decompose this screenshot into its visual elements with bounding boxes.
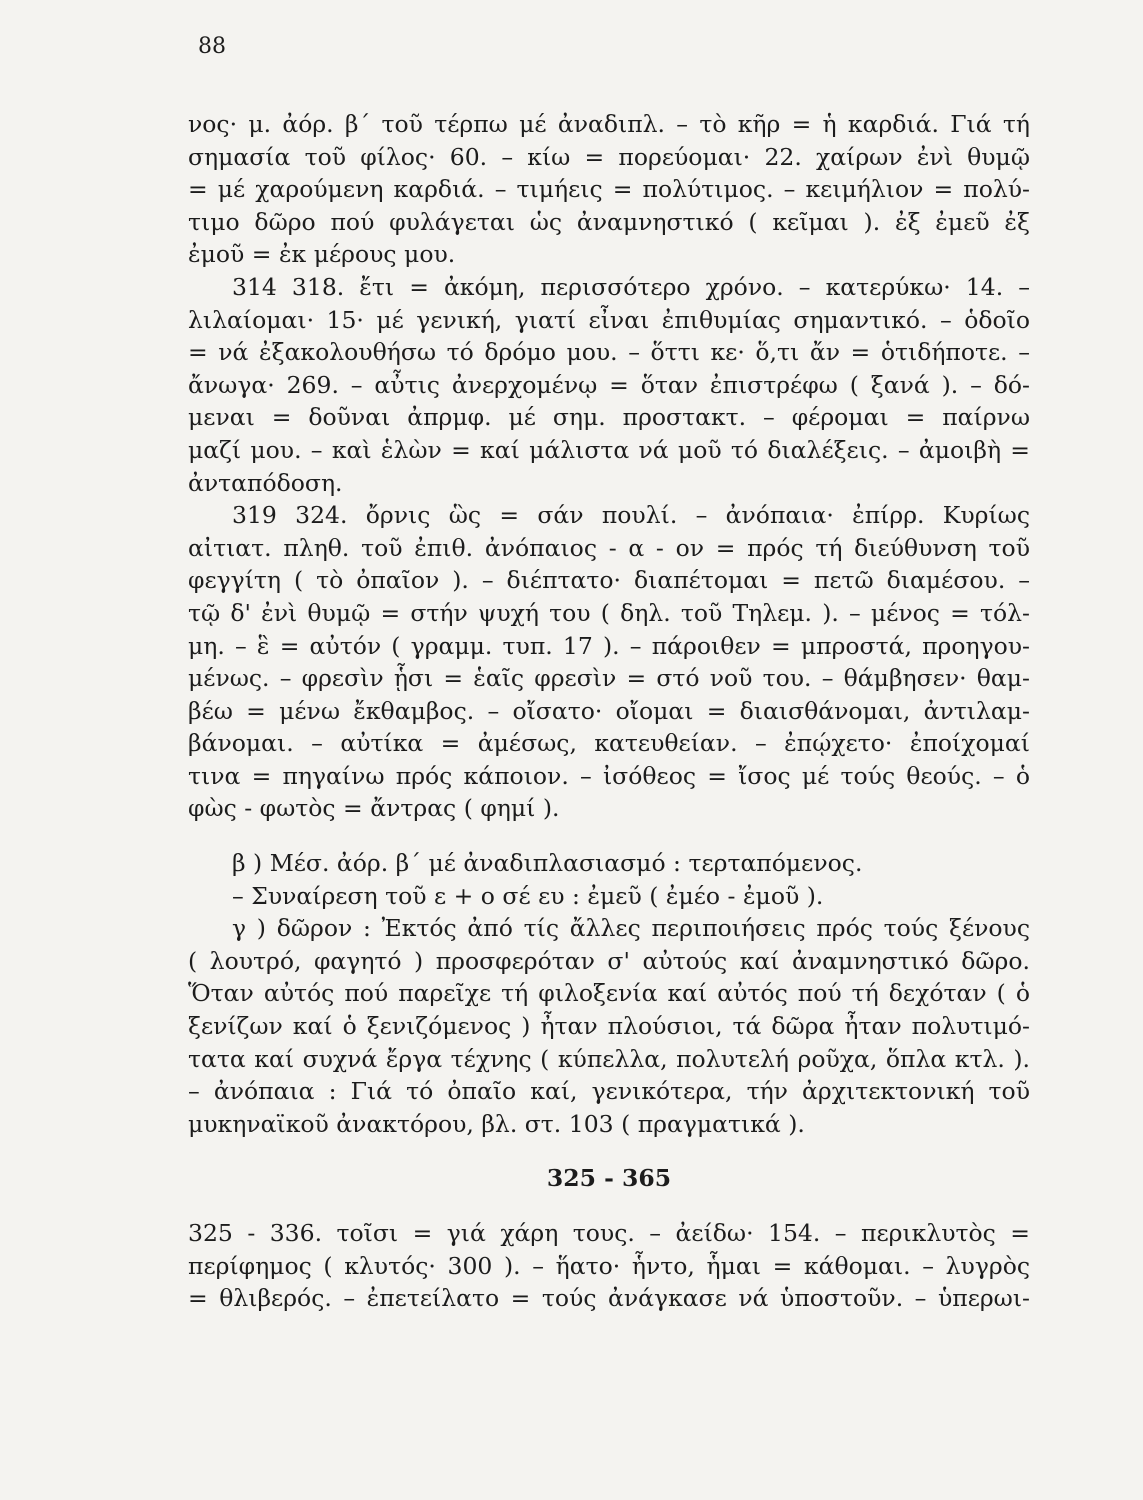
commentary-text [188,108,1030,1315]
text-line: σημασία τοῦ φίλος· 60. – κίω = πορεύομαι· 22. χαίρων ἐνὶ θυμῷ [188,142,1030,171]
text-line: φεγγίτη ( τὸ ὀπαῖον ). – διέπτατο· διαπέτομαι = πετῶ διαμέσου. – [188,566,1030,595]
page-number: 88 [198,34,226,59]
text-line: β ) Μέσ. ἀόρ. β΄ μέ ἀναδιπλασιασμό : τερταπόμενος. [232,849,863,878]
text-line: 319 324. ὄρνις ὣς = σάν πουλί. – ἀνόπαια· ἐπίρρ. Κυρίως [232,501,1030,530]
text-line: περίφημος ( κλυτός· 300 ). – ἥατο· ἧντο, ἧμαι = κάθομαι. – λυγρὸς [188,1251,1030,1280]
text-line: = μέ χαρούμενη καρδιά. – τιμήεις = πολύτιμος. – κειμήλιον = πολύ- [188,175,1030,204]
text-line: τῷ δ' ἐνὶ θυμῷ = στήν ψυχή του ( δηλ. τοῦ Τηλεμ. ). – μένος = τόλ- [188,598,1030,627]
text-line: ἄνωγα· 269. – αὖτις ἀνερχομένῳ = ὅταν ἐπιστρέφω ( ξανά ). – δό- [188,370,1030,399]
text-line: μη. – ἓ = αὐτόν ( γραμμ. τυπ. 17 ). – πάροιθεν = μπροστά, προηγου- [188,631,1030,660]
text-line: – ἀνόπαια : Γιά τό ὀπαῖο καί, γενικότερα, τήν ἀρχιτεκτονική τοῦ [188,1077,1030,1106]
text-line: τινα = πηγαίνω πρός κάποιον. – ἰσόθεος = ἴσος μέ τούς θεούς. – ὁ [188,761,1030,790]
text-line: γ ) δῶρον : Ἐκτός ἀπό τίς ἄλλες περιποιήσεις πρός τούς ξένους [232,914,1030,943]
text-line: τιμο δῶρο πού φυλάγεται ὡς ἀναμνηστικό ( κεῖμαι ). ἐξ ἐμεῦ ἐξ [188,207,1030,236]
text-line: = νά ἐξακολουθήσω τό δρόμο μου. – ὅττι κε· ὅ,τι ἄν = ὁτιδήποτε. – [188,338,1030,367]
text-line: ξενίζων καί ὁ ξενιζόμενος ) ἦταν πλούσιοι, τά δῶρα ἦταν πολυτιμό- [188,1012,1030,1041]
text-line: μυκηναϊκοῦ ἀνακτόρου, βλ. στ. 103 ( πραγματικά ). [188,1109,805,1138]
text-line: μένως. – φρεσὶν ᾗσι = ἑαῖς φρεσὶν = στό νοῦ του. – θάμβησεν· θαμ- [188,664,1030,693]
text-line: βέω = μένω ἔκθαμβος. – οἴσατο· οἴομαι = διαισθάνομαι, ἀντιλαμ- [188,696,1030,725]
text-line: 314 318. ἔτι = ἀκόμη, περισσότερο χρόνο. – κατερύκω· 14. – [232,272,1030,301]
text-line: 325 - 336. τοῖσι = γιά χάρη τους. – ἀείδω· 154. – περικλυτὸς = [188,1219,1030,1247]
text-line: ἐμοῦ = ἐκ μέρους μου. [188,240,456,269]
text-line: = θλιβερός. – ἐπετείλατο = τούς ἀνάγκασε νά ὑποστοῦν. – ὑπερωι- [188,1284,1030,1313]
text-line: νος· μ. ἀόρ. β΄ τοῦ τέρπω μέ ἀναδιπλ. – τὸ κῆρ = ἡ καρδιά. Γιά τή [188,110,1030,138]
text-line: λιλαίομαι· 15· μέ γενική, γιατί εἶναι ἐπιθυμίας σημαντικό. – ὁδοῖο [188,305,1030,334]
text-line: μεναι = δοῦναι ἀπρμφ. μέ σημ. προστακτ. – φέρομαι = παίρνω [188,403,1030,432]
text-line: ( λουτρό, φαγητό ) προσφερόταν σ' αὐτούς καί ἀναμνηστικό δῶρο. [188,946,1030,975]
text-line: βάνομαι. – αὐτίκα = ἀμέσως, κατευθείαν. – ἐπῴχετο· ἐποίχομαί [188,729,1030,758]
text-line: – Συναίρεση τοῦ ε + ο σέ ευ : ἐμεῦ ( ἐμέο - ἐμοῦ ). [232,881,824,910]
text-line: φὼς - φωτὸς = ἄντρας ( φημί ). [188,794,560,823]
section-heading: 325 - 365 [546,1164,672,1193]
text-line: Ὅταν αὐτός πού παρεῖχε τή φιλοξενία καί αὐτός πού τή δεχόταν ( ὁ [188,979,1030,1008]
text-line: τατα καί συχνά ἔργα τέχνης ( κύπελλα, πολυτελή ροῦχα, ὅπλα κτλ. ). [188,1044,1030,1073]
text-line: μαζί μου. – καὶ ἑλὼν = καί μάλιστα νά μοῦ τό διαλέξεις. – ἀμοιβὴ = [188,435,1030,464]
text-line: ἀνταπόδοση. [188,468,343,497]
text-line: αἰτιατ. πληθ. τοῦ ἐπιθ. ἀνόπαιος - α - ον = πρός τή διεύθυνση τοῦ [188,533,1030,562]
